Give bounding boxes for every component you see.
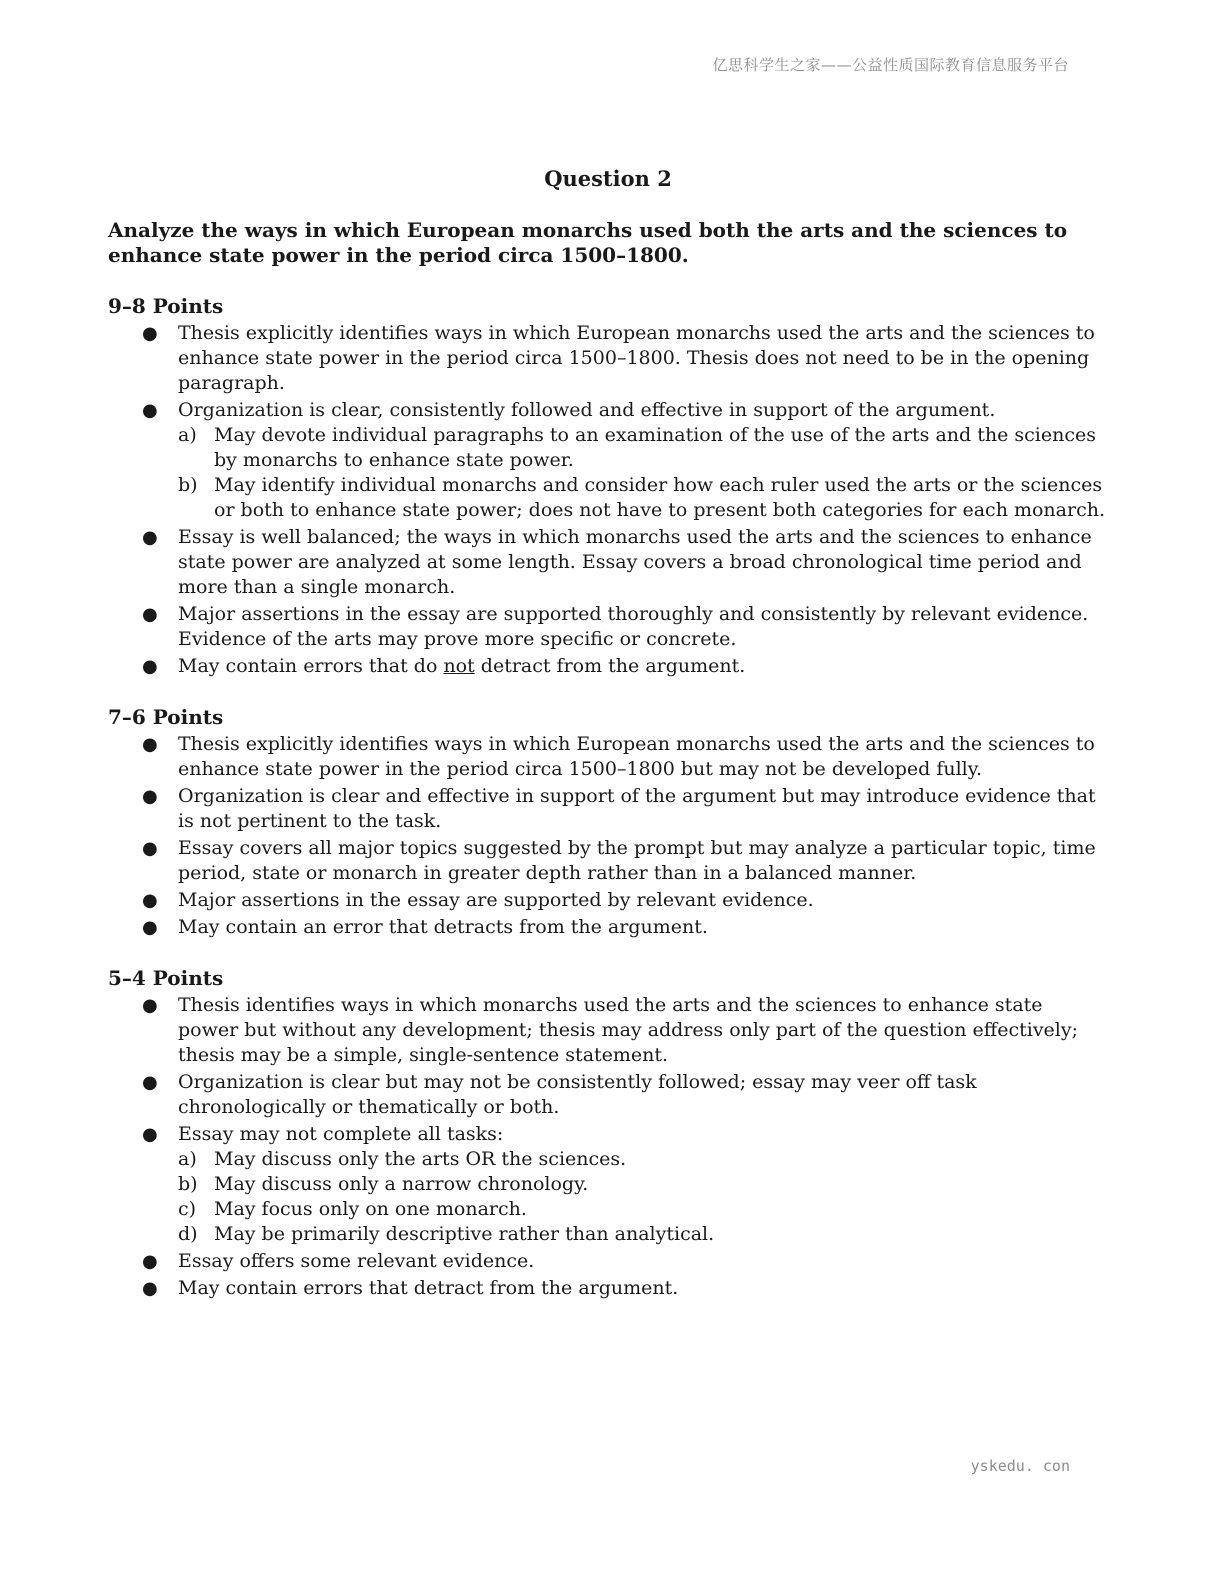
page-header-watermark: 亿思科学生之家——公益性质国际教育信息服务平台 bbox=[712, 56, 1069, 74]
criteria-item bbox=[108, 525, 1108, 600]
sub-criteria-item bbox=[178, 1222, 1108, 1247]
sub-criteria-text: May discuss only a narrow chronology. bbox=[214, 1173, 589, 1195]
criteria-text: Organization is clear and effective in support of the argument but may introduce evidence that is not pertinent to the task. bbox=[178, 785, 1096, 832]
criteria-list bbox=[108, 993, 1108, 1301]
bullet-icon: ● bbox=[142, 1278, 158, 1299]
bullet-icon: ● bbox=[142, 656, 158, 677]
bullet-icon: ● bbox=[142, 400, 158, 421]
criteria-item bbox=[108, 1070, 1108, 1120]
criteria-item bbox=[108, 1276, 1108, 1301]
sub-criteria-marker: b) bbox=[178, 474, 198, 496]
question-title: Question 2 bbox=[544, 166, 672, 191]
sub-criteria-item bbox=[178, 1172, 1108, 1197]
criteria-text: Thesis explicitly identifies ways in which European monarchs used the arts and the sciences to enhance state power in the period circa 1500–1800 but may not be developed fully. bbox=[178, 733, 1095, 780]
sub-criteria-marker: c) bbox=[178, 1198, 197, 1220]
sub-criteria-marker: a) bbox=[178, 424, 197, 446]
sub-criteria-text: May focus only on one monarch. bbox=[214, 1198, 527, 1220]
criteria-text: detract from the argument. bbox=[474, 655, 746, 677]
criteria-text: May contain errors that do bbox=[178, 655, 444, 677]
criteria-text: May contain an error that detracts from the argument. bbox=[178, 916, 708, 938]
sub-criteria-text: May be primarily descriptive rather than analytical. bbox=[214, 1223, 715, 1245]
criteria-text: Essay may not complete all tasks: bbox=[178, 1123, 504, 1145]
bullet-icon: ● bbox=[142, 604, 158, 625]
criteria-text: Essay covers all major topics suggested by the prompt but may analyze a particular topic, time period, state or monarch in greater depth rather than in a balanced manner. bbox=[178, 837, 1096, 884]
bullet-icon: ● bbox=[142, 527, 158, 548]
criteria-item bbox=[108, 398, 1108, 523]
sub-criteria-item bbox=[178, 473, 1108, 523]
criteria-item bbox=[108, 915, 1108, 940]
bullet-icon: ● bbox=[142, 734, 158, 755]
criteria-item bbox=[108, 654, 1108, 679]
sub-criteria-marker: d) bbox=[178, 1223, 198, 1245]
bullet-icon: ● bbox=[142, 838, 158, 859]
criteria-item bbox=[108, 784, 1108, 834]
criteria-text: Essay offers some relevant evidence. bbox=[178, 1250, 535, 1272]
criteria-text: Essay is well balanced; the ways in which monarchs used the arts and the sciences to enhance state power are analyzed at some length. Essay covers a broad chronological time period and more than a single monarch. bbox=[178, 526, 1092, 598]
bullet-icon: ● bbox=[142, 917, 158, 938]
underlined-text: not bbox=[443, 655, 475, 677]
bullet-icon: ● bbox=[142, 995, 158, 1016]
criteria-item bbox=[108, 1249, 1108, 1274]
sub-criteria-text: May discuss only the arts OR the sciences. bbox=[214, 1148, 627, 1170]
criteria-text: Major assertions in the essay are supported thoroughly and consistently by relevant evidence. Evidence of the arts may prove more specific or concrete. bbox=[178, 603, 1089, 650]
criteria-text: Thesis identifies ways in which monarchs used the arts and the sciences to enhance state power but without any development; thesis may address only part of the question effectively; thesis may be a simple, single-sentence statement. bbox=[178, 994, 1079, 1066]
criteria-list bbox=[108, 321, 1108, 679]
sub-criteria-item bbox=[178, 1197, 1108, 1222]
criteria-item bbox=[108, 321, 1108, 396]
bullet-icon: ● bbox=[142, 786, 158, 807]
scoring-section bbox=[108, 705, 1108, 940]
sub-criteria-list bbox=[178, 1147, 1108, 1247]
sub-criteria-text: May identify individual monarchs and consider how each ruler used the arts or the sciences or both to enhance state power; does not have to present both categories for each monarch. bbox=[214, 474, 1105, 521]
bullet-icon: ● bbox=[142, 323, 158, 344]
criteria-item bbox=[108, 1122, 1108, 1247]
question-prompt: Analyze the ways in which European monarchs used both the arts and the sciences to enhance state power in the period circa 1500–1800. bbox=[108, 218, 1068, 267]
sub-criteria-item bbox=[178, 423, 1108, 473]
scoring-sections bbox=[108, 294, 1108, 1301]
criteria-item bbox=[108, 732, 1108, 782]
sub-criteria-marker: a) bbox=[178, 1148, 197, 1170]
criteria-list bbox=[108, 732, 1108, 940]
section-heading: 7–6 Points bbox=[108, 705, 224, 729]
bullet-icon: ● bbox=[142, 890, 158, 911]
criteria-text: Organization is clear, consistently followed and effective in support of the argument. bbox=[178, 399, 996, 421]
criteria-item bbox=[108, 836, 1108, 886]
bullet-icon: ● bbox=[142, 1124, 158, 1145]
criteria-item bbox=[108, 602, 1108, 652]
sub-criteria-list bbox=[178, 423, 1108, 523]
sub-criteria-marker: b) bbox=[178, 1173, 198, 1195]
scoring-section bbox=[108, 966, 1108, 1301]
page-footer-site: yskedu. con bbox=[970, 1457, 1070, 1475]
section-heading: 9–8 Points bbox=[108, 294, 224, 318]
section-heading: 5–4 Points bbox=[108, 966, 224, 990]
bullet-icon: ● bbox=[142, 1251, 158, 1272]
sub-criteria-item bbox=[178, 1147, 1108, 1172]
document-body bbox=[108, 166, 1108, 1327]
criteria-item bbox=[108, 993, 1108, 1068]
sub-criteria-text: May devote individual paragraphs to an examination of the use of the arts and the sciences by monarchs to enhance state power. bbox=[214, 424, 1096, 471]
scoring-section bbox=[108, 294, 1108, 679]
criteria-text: May contain errors that detract from the argument. bbox=[178, 1277, 679, 1299]
criteria-item bbox=[108, 888, 1108, 913]
bullet-icon: ● bbox=[142, 1072, 158, 1093]
criteria-text: Thesis explicitly identifies ways in which European monarchs used the arts and the sciences to enhance state power in the period circa 1500–1800. Thesis does not need to be in the opening paragraph. bbox=[178, 322, 1095, 394]
criteria-text: Organization is clear but may not be consistently followed; essay may veer off task chronologically or thematically or both. bbox=[178, 1071, 977, 1118]
criteria-text: Major assertions in the essay are supported by relevant evidence. bbox=[178, 889, 814, 911]
